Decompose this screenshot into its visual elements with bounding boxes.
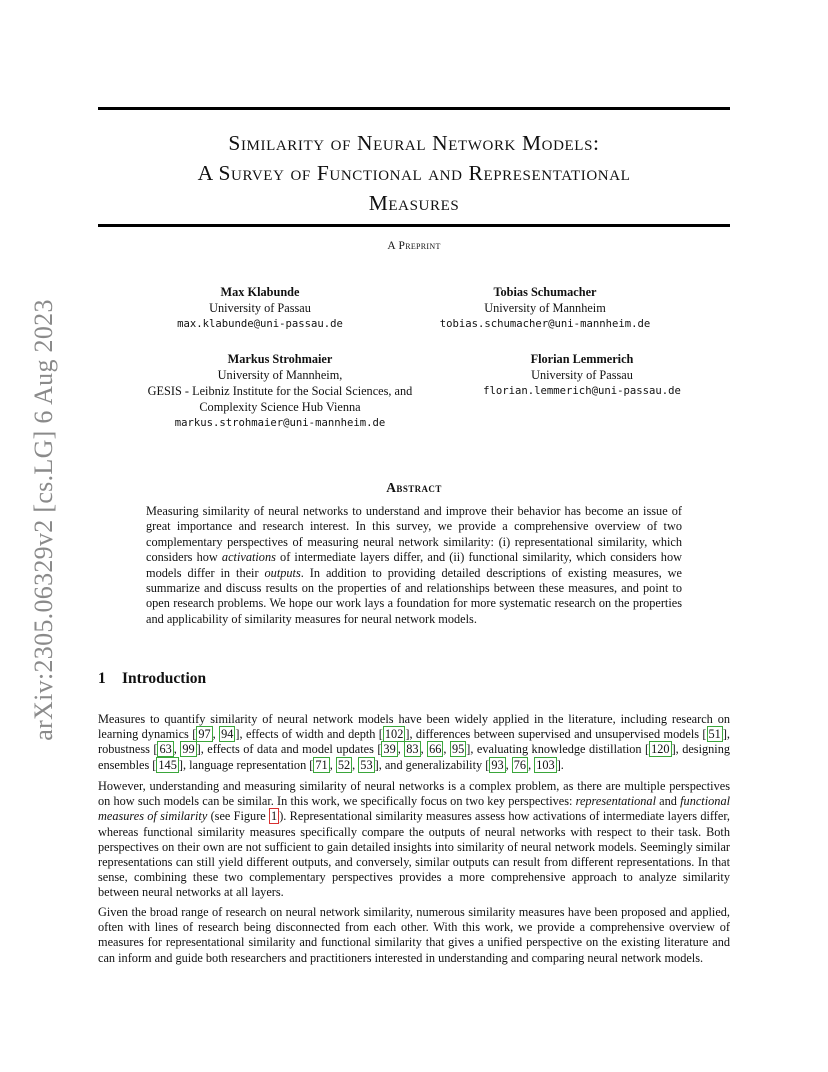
title-line-3: Measures bbox=[368, 191, 460, 215]
title-line-2: A Survey of Functional and Representational bbox=[197, 161, 631, 185]
author-affiliation-line: Complexity Science Hub Vienna bbox=[199, 400, 361, 414]
paragraph-text: (see Figure bbox=[207, 809, 270, 824]
citation-link[interactable]: 51 bbox=[708, 727, 721, 742]
paragraph-text: ], effects of width and depth [ bbox=[235, 727, 383, 742]
paragraph-text: ). Representational similarity measures assess how activations of intermediate layers differ, whereas functional similarity measures specifically compare the outputs of neural networks with respect to their task. Both perspectives on their own are not sufficient to gain detailed insights into similarity of neural network models. Seemingly similar representations can still yield different outputs, and conversely, similar outputs can result from different representations. In that sense, combining these two complementary perspectives provides a more comprehensive approach to analyze similarity between neural networks at all layers. bbox=[98, 809, 730, 900]
figure-reference-link[interactable]: 1 bbox=[271, 809, 278, 824]
citation-link[interactable]: 120 bbox=[651, 742, 670, 757]
paragraph-emphasis: representational bbox=[575, 794, 656, 809]
author-email[interactable]: max.klabunde@uni-passau.de bbox=[177, 318, 343, 330]
title-top-rule bbox=[98, 107, 730, 110]
author-name: Max Klabunde bbox=[220, 285, 300, 299]
abstract-body bbox=[146, 504, 682, 627]
citation-separator: , bbox=[329, 757, 336, 772]
paragraph-text: ], designing ensembles [ bbox=[98, 742, 731, 772]
citation-separator: , bbox=[420, 742, 428, 757]
paragraph-text: ], effects of data and model updates [ bbox=[196, 742, 382, 757]
title-bottom-rule bbox=[98, 224, 730, 227]
citation-link[interactable]: 103 bbox=[536, 757, 555, 772]
paragraph-emphasis: functional measures of similarity bbox=[98, 794, 731, 824]
author-affiliation: University of Mannheim bbox=[484, 301, 606, 315]
citation-link[interactable]: 53 bbox=[360, 757, 373, 772]
section-number: 1 bbox=[98, 670, 106, 687]
paragraph-text: ], robustness [ bbox=[98, 727, 730, 757]
citation-link[interactable]: 95 bbox=[451, 742, 465, 757]
citation-link[interactable]: 63 bbox=[159, 742, 172, 757]
citation-separator: , bbox=[352, 757, 359, 772]
abstract-heading: Abstract bbox=[386, 480, 442, 495]
author-affiliation: University of Passau bbox=[531, 368, 633, 382]
citation-link[interactable]: 99 bbox=[182, 742, 195, 757]
citation-separator: , bbox=[443, 742, 450, 757]
citation-link[interactable]: 76 bbox=[513, 757, 527, 772]
citation-link[interactable]: 39 bbox=[383, 742, 396, 757]
citation-link[interactable]: 71 bbox=[315, 757, 328, 772]
intro-paragraph-1 bbox=[98, 712, 730, 773]
title-line-1: Similarity of Neural Network Models: bbox=[228, 131, 600, 155]
paragraph-text: ]. bbox=[556, 757, 564, 772]
author-block-schumacher bbox=[420, 284, 670, 332]
author-block-lemmerich bbox=[462, 351, 702, 399]
author-block-klabunde bbox=[130, 284, 390, 332]
author-name: Tobias Schumacher bbox=[493, 285, 597, 299]
citation-link[interactable]: 97 bbox=[198, 727, 211, 742]
intro-paragraph-3: Given the broad range of research on neural network similarity, numerous similarity measures have been proposed and applied, often with lines of research being disconnected from each other. With this work, we provide a comprehensive overview of measures for representational similarity and functional similarity that gives a unified perspective on the existing literature and can inform and guide both researchers and practitioners interested in understanding and comparing neural network models. bbox=[98, 905, 730, 965]
paragraph-text: ], and generalizability [ bbox=[374, 757, 490, 772]
paragraph-text: and bbox=[656, 794, 681, 809]
author-email[interactable]: florian.lemmerich@uni-passau.de bbox=[483, 385, 681, 397]
citation-link[interactable]: 83 bbox=[406, 742, 419, 757]
citation-separator: , bbox=[212, 727, 220, 742]
citation-link[interactable]: 102 bbox=[384, 727, 404, 742]
citation-separator: , bbox=[528, 757, 535, 772]
abstract-emphasis: activations bbox=[221, 550, 276, 565]
paragraph-text: ], evaluating knowledge distillation [ bbox=[466, 742, 650, 757]
paragraph-text: ], language representation [ bbox=[178, 757, 314, 772]
intro-paragraph-2 bbox=[98, 779, 730, 901]
citation-link[interactable]: 66 bbox=[429, 742, 442, 757]
abstract-emphasis: outputs bbox=[264, 565, 301, 580]
citation-separator: , bbox=[505, 757, 512, 772]
citation-link[interactable]: 145 bbox=[158, 757, 177, 772]
section-heading-introduction bbox=[98, 670, 206, 688]
citation-separator: , bbox=[397, 742, 405, 757]
author-block-strohmaier bbox=[125, 351, 435, 431]
citation-link[interactable]: 52 bbox=[337, 757, 351, 772]
paragraph-text: ], differences between supervised and unsupervised models [ bbox=[405, 727, 707, 742]
citation-link[interactable]: 93 bbox=[491, 757, 504, 772]
abstract-text: Measuring similarity of neural networks to understand and improve their behavior has become an issue of great importance and research interest. In this survey, we provide a comprehensive overview of two complementary perspectives of measuring neural network similarity: (i) representational similarity, which considers how bbox=[146, 504, 682, 565]
arxiv-side-stamp: arXiv:2305.06329v2 [cs.LG] 6 Aug 2023 bbox=[29, 299, 58, 741]
paragraph-text: However, understanding and measuring similarity of neural networks is a complex problem, as there are multiple perspectives on how such models can be similar. In this work, we specifically focus on two key perspectives: bbox=[98, 779, 730, 809]
abstract-text: . In addition to providing detailed descriptions of existing measures, we summarize and discuss results on the properties of and relationships between these measures, and point to open research problems. We hope our work lays a foundation for more systematic research on the properties and applicability of similarity measures for neural network models. bbox=[146, 565, 682, 626]
author-affiliation: University of Passau bbox=[209, 301, 311, 315]
author-name: Markus Strohmaier bbox=[227, 352, 333, 366]
citation-link[interactable]: 94 bbox=[221, 727, 234, 742]
author-email[interactable]: tobias.schumacher@uni-mannheim.de bbox=[439, 318, 651, 330]
abstract-text: of intermediate layers differ, and (ii) functional similarity, which considers how models differ in their bbox=[146, 550, 682, 580]
section-title: Introduction bbox=[122, 670, 207, 687]
author-affiliation-line: GESIS - Leibniz Institute for the Social Sciences, and bbox=[147, 384, 413, 398]
paper-title bbox=[98, 128, 730, 218]
citation-separator: , bbox=[173, 742, 181, 757]
author-affiliation-line: University of Mannheim, bbox=[217, 368, 343, 382]
author-email[interactable]: markus.strohmaier@uni-mannheim.de bbox=[174, 417, 386, 429]
preprint-label: A Preprint bbox=[387, 240, 441, 252]
author-name: Florian Lemmerich bbox=[530, 352, 634, 366]
paragraph-text: Measures to quantify similarity of neural network models have been widely applied in the literature, including research on learning dynamics [ bbox=[98, 712, 730, 742]
